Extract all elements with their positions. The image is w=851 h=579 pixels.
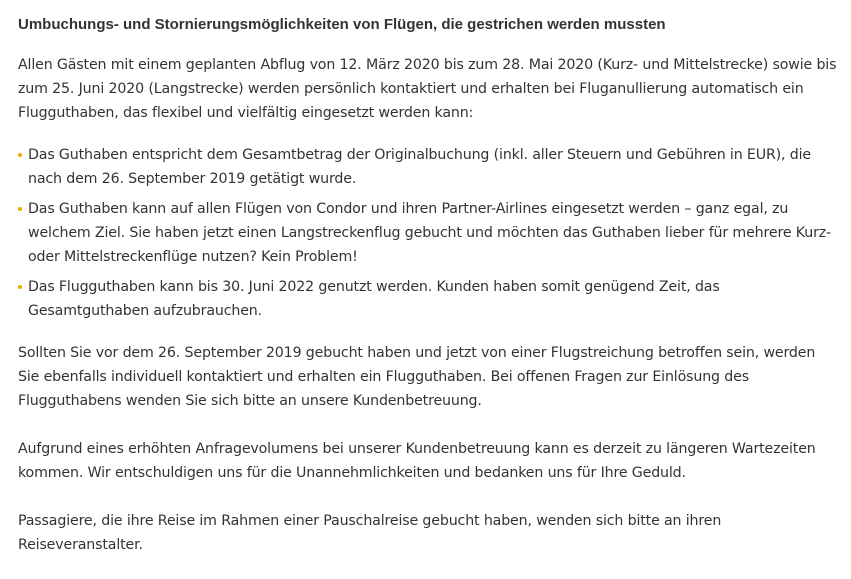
intro-paragraph: Allen Gästen mit einem geplanten Abflug von 12. März 2020 bis zum 28. Mai 2020 (Kurz- und Mittelstrecke) sowie bis zum 25. Juni 2020 (Langstrecke) werden persönlich kontaktiert und erhalten bei Fluganullierung automatisch ein Flugguthaben, das flexibel und vielfältig eingesetzt werden kann: bbox=[18, 57, 837, 121]
list-item bbox=[18, 197, 838, 269]
article-heading: Umbuchungs- und Stornierungsmöglichkeiten von Flügen, die gestrichen werden mussten bbox=[18, 16, 666, 33]
early-booking-paragraph: Sollten Sie vor dem 26. September 2019 gebucht haben und jetzt von einer Flugstreichung betroffen sein, werden Sie ebenfalls individuell kontaktiert und erhalten ein Flugguthaben. Bei offenen Fragen zur Einlösung des Flugguthabens wenden Sie sich bitte an unsere Kundenbetreuung. bbox=[18, 345, 816, 409]
list-item-text: Das Guthaben entspricht dem Gesamtbetrag der Originalbuchung (inkl. aller Steuern und Gebühren in EUR), die nach dem 26. September 2019 getätigt wurde. bbox=[28, 147, 811, 187]
list-item bbox=[18, 275, 838, 323]
list-item bbox=[18, 143, 838, 191]
bullet-icon bbox=[18, 153, 22, 157]
waiting-time-paragraph: Aufgrund eines erhöhten Anfragevolumens bei unserer Kundenbetreuung kann es derzeit zu längeren Wartezeiten kommen. Wir entschuldigen uns für die Unannehmlichkeiten und bedanken uns für Ihre Geduld. bbox=[18, 441, 816, 481]
bullet-icon bbox=[18, 207, 22, 211]
benefit-list bbox=[18, 143, 838, 323]
bullet-icon bbox=[18, 285, 22, 289]
list-item-text: Das Flugguthaben kann bis 30. Juni 2022 genutzt werden. Kunden haben somit genügend Zeit, das Gesamtguthaben aufzubrauchen. bbox=[28, 279, 720, 319]
list-item-text: Das Guthaben kann auf allen Flügen von Condor und ihren Partner-Airlines eingesetzt werden – ganz egal, zu welchem Ziel. Sie haben jetzt einen Langstreckenflug gebucht und möchten das Guthaben lieber für mehrere Kurz- oder Mittelstreckenflüge nutzen? Kein Problem! bbox=[28, 201, 832, 265]
package-travel-paragraph: Passagiere, die ihre Reise im Rahmen einer Pauschalreise gebucht haben, wenden sich bitte an ihren Reiseveranstalter. bbox=[18, 513, 722, 553]
